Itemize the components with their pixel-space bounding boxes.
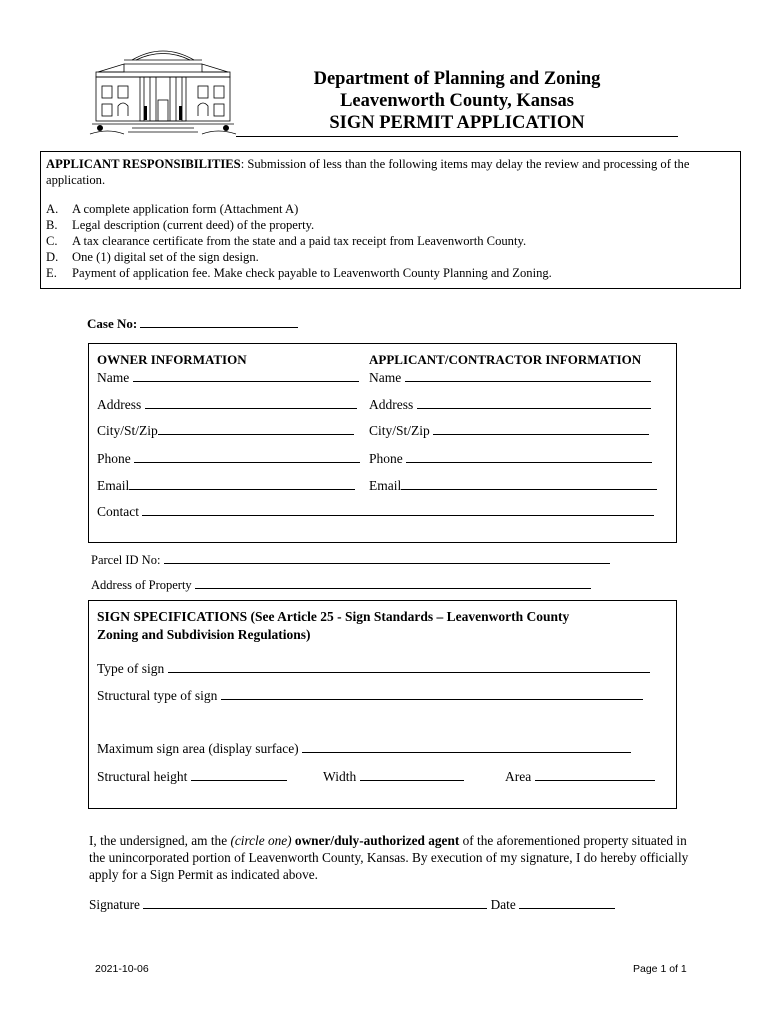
owner-heading: OWNER INFORMATION: [97, 352, 247, 367]
max-sign-area-label: Maximum sign area (display surface): [97, 741, 299, 756]
applicant-name-input[interactable]: [405, 371, 651, 382]
header-underline: [236, 136, 678, 137]
responsibilities-list: [46, 201, 737, 281]
applicant-phone-label: Phone: [369, 451, 403, 466]
parcel-id-field: [91, 553, 610, 568]
applicant-phone-field: [369, 451, 652, 467]
case-number-field: [87, 316, 298, 332]
structural-height-input[interactable]: [191, 770, 287, 781]
contact-field: [97, 504, 654, 520]
document-header: [236, 68, 678, 134]
applicant-email-field: [369, 478, 657, 494]
parcel-id-label: Parcel ID No:: [91, 553, 161, 567]
applicant-city-field: [369, 423, 649, 439]
signature-field: [89, 897, 615, 913]
property-address-label: Address of Property: [91, 578, 192, 592]
sign-specifications-heading: SIGN SPECIFICATIONS (See Article 25 - Sign Standards – Leavenworth County Zoning and Subdivision Regulations): [97, 609, 570, 642]
area-label: Area: [505, 769, 532, 784]
list-item: C. A tax clearance certificate from the state and a paid tax receipt from Leavenworth County.: [46, 234, 527, 248]
owner-name-field: [97, 370, 359, 386]
area-field: [505, 769, 655, 785]
structural-type-field: [97, 688, 643, 704]
circle-one-note: (circle one): [230, 833, 292, 848]
owner-agent-choice[interactable]: owner/duly-authorized agent: [294, 833, 460, 848]
owner-phone-field: [97, 451, 360, 467]
applicant-address-label: Address: [369, 397, 414, 412]
applicant-address-input[interactable]: [417, 398, 651, 409]
owner-address-field: [97, 397, 357, 413]
declaration-text: I, the undersigned, am the (circle one) owner/duly-authorized agent of the aforementioned property situated in the unincorporated portion of Leavenworth County, Kansas. By execution of my signature, I do hereby officially apply for a Sign Permit as indicated above.: [89, 833, 689, 882]
responsibilities-text: : Submission of less than the following items may delay the review and processing of the application.: [46, 157, 690, 187]
contact-input[interactable]: [142, 505, 654, 516]
owner-address-label: Address: [97, 397, 142, 412]
max-sign-area-field: [97, 741, 631, 757]
date-input[interactable]: [519, 898, 615, 909]
owner-email-input[interactable]: [129, 479, 355, 490]
property-address-input[interactable]: [195, 578, 591, 589]
owner-email-field: [97, 478, 355, 494]
signature-input[interactable]: [143, 898, 487, 909]
header-form-title: SIGN PERMIT APPLICATION: [329, 113, 585, 133]
list-item: A. A complete application form (Attachment A): [46, 202, 299, 216]
applicant-email-input[interactable]: [401, 479, 657, 490]
header-department: Department of Planning and Zoning: [313, 69, 601, 89]
area-input[interactable]: [535, 770, 655, 781]
case-number-label: Case No:: [87, 316, 138, 331]
owner-name-label: Name: [97, 370, 130, 385]
footer-page-number: Page 1 of 1: [633, 963, 687, 975]
width-field: [323, 769, 464, 785]
owner-phone-input[interactable]: [134, 452, 360, 463]
property-address-field: [91, 578, 591, 593]
owner-email-label: Email: [97, 478, 130, 493]
owner-phone-label: Phone: [97, 451, 131, 466]
responsibilities-intro: [46, 156, 737, 188]
sign-type-input[interactable]: [168, 662, 650, 673]
responsibilities-label: APPLICANT RESPONSIBILITIES: [46, 157, 241, 171]
applicant-city-label: City/St/Zip: [369, 423, 430, 438]
sign-type-label: Type of sign: [97, 661, 165, 676]
structural-type-input[interactable]: [221, 689, 643, 700]
structural-height-label: Structural height: [97, 769, 188, 784]
applicant-name-label: Name: [369, 370, 402, 385]
parcel-id-input[interactable]: [164, 553, 610, 564]
date-label: Date: [490, 897, 516, 912]
width-input[interactable]: [360, 770, 464, 781]
applicant-address-field: [369, 397, 651, 413]
owner-name-input[interactable]: [133, 371, 359, 382]
owner-address-input[interactable]: [145, 398, 357, 409]
responsibilities-box: [40, 151, 741, 289]
structural-height-field: [97, 769, 287, 785]
owner-city-field: [97, 423, 354, 439]
sign-type-field: [97, 661, 650, 677]
contact-label: Contact: [97, 504, 139, 519]
max-sign-area-input[interactable]: [302, 742, 631, 753]
applicant-phone-input[interactable]: [406, 452, 652, 463]
courthouse-logo: [88, 38, 238, 140]
owner-city-input[interactable]: [158, 424, 354, 435]
signature-label: Signature: [89, 897, 140, 912]
applicant-name-field: [369, 370, 651, 386]
list-item: B. Legal description (current deed) of the property.: [46, 218, 315, 232]
width-label: Width: [323, 769, 357, 784]
owner-city-label: City/St/Zip: [97, 423, 158, 438]
footer-date: 2021-10-06: [95, 963, 149, 975]
list-item: E. Payment of application fee. Make check payable to Leavenworth County Planning and Zoning.: [46, 266, 552, 280]
applicant-city-input[interactable]: [433, 424, 649, 435]
applicant-email-label: Email: [369, 478, 402, 493]
header-county: Leavenworth County, Kansas: [340, 91, 574, 111]
structural-type-label: Structural type of sign: [97, 688, 218, 703]
applicant-heading: APPLICANT/CONTRACTOR INFORMATION: [369, 352, 642, 367]
case-number-input[interactable]: [140, 316, 298, 328]
list-item: D. One (1) digital set of the sign design.: [46, 250, 259, 264]
